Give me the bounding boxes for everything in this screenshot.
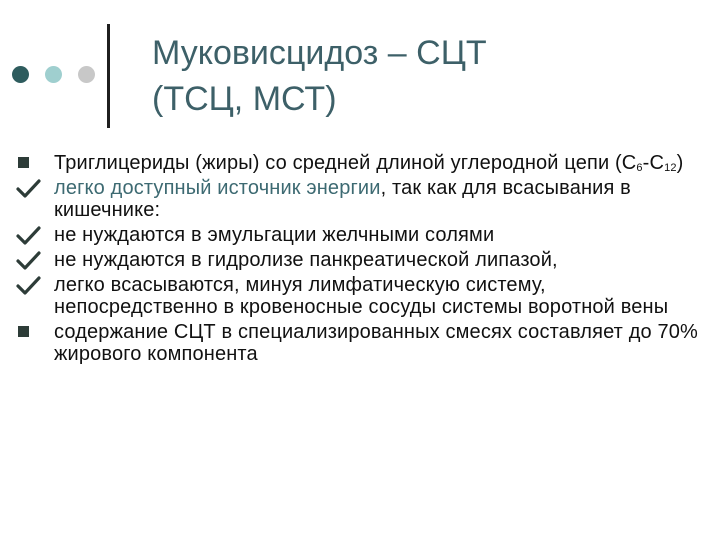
title-divider — [107, 24, 110, 128]
item-text: -С — [642, 152, 665, 174]
title-line-2: (ТСЦ, МСТ) — [152, 80, 337, 118]
item-text: легко всасываются, минуя лимфатическую систему, непосредственно в кровеносные сосуды системы воротной вены — [54, 274, 669, 318]
title-line-1: Муковисцидоз – СЦТ — [152, 34, 487, 72]
item-accent-text: легко доступный источник энергии — [54, 177, 381, 199]
bullet-list — [16, 152, 710, 368]
dot-dark — [12, 66, 29, 83]
check-icon — [16, 275, 42, 297]
square-bullet-icon — [16, 322, 42, 344]
list-item — [16, 249, 710, 271]
list-item — [16, 152, 710, 174]
item-text: содержание СЦТ в специализированных смесях составляет до 70% жирового компонента — [54, 321, 698, 365]
subscript: 6 — [636, 162, 643, 174]
list-item — [16, 321, 710, 365]
item-text: не нуждаются в эмульгации желчными солями — [54, 224, 495, 246]
list-item — [16, 224, 710, 246]
item-text: ) — [676, 152, 684, 174]
square-bullet-icon — [16, 153, 42, 175]
item-text: Триглицериды (жиры) со средней длиной углеродной цепи (С — [54, 152, 637, 174]
dot-light — [45, 66, 62, 83]
dot-gray — [78, 66, 95, 83]
list-item — [16, 274, 710, 318]
item-text: , так как для всасывания в кишечнике: — [54, 177, 631, 221]
slide-title — [152, 30, 692, 122]
list-item — [16, 177, 710, 221]
subscript: 12 — [664, 162, 677, 174]
check-icon — [16, 178, 42, 200]
check-icon — [16, 225, 42, 247]
item-text: не нуждаются в гидролизе панкреатической липазой, — [54, 249, 558, 271]
decorative-dots — [12, 66, 95, 83]
check-icon — [16, 250, 42, 272]
